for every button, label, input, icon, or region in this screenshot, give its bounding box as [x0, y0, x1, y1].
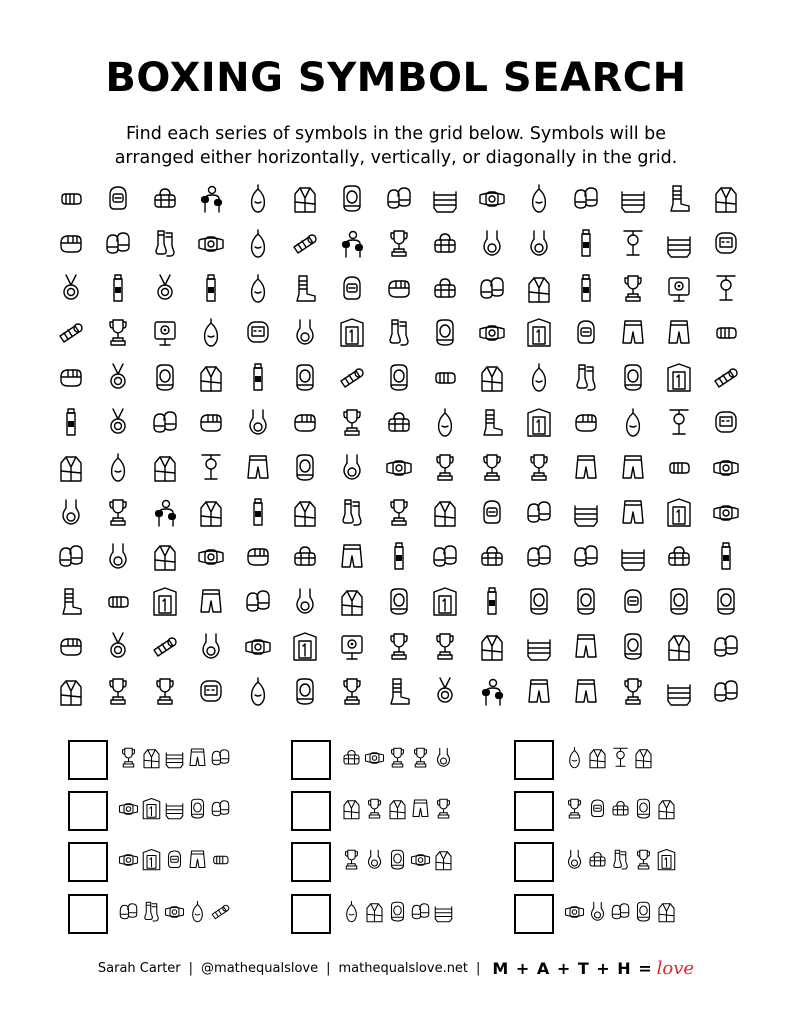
water-bottle-icon [244, 496, 272, 530]
tape-icon [291, 227, 319, 261]
belt-icon [118, 793, 139, 825]
robe-icon [387, 793, 408, 825]
robe-icon [291, 182, 319, 216]
belt-icon [385, 451, 413, 485]
belt-icon [164, 896, 185, 928]
shorts-icon [619, 451, 647, 485]
footer-site: mathequalslove.net [338, 960, 469, 976]
belt-icon [478, 182, 506, 216]
clue-row [291, 894, 481, 934]
timer-icon [712, 406, 740, 440]
punching-bag-icon [187, 896, 208, 928]
mitts-icon [572, 585, 600, 619]
belt-icon [712, 451, 740, 485]
shorts-icon [187, 844, 208, 876]
medal-icon [104, 361, 132, 395]
trophy-icon [619, 675, 647, 709]
gym-bag-icon [431, 272, 459, 306]
robe-icon [364, 896, 385, 928]
robe-icon [151, 451, 179, 485]
headgear-icon [338, 272, 366, 306]
boots-icon [57, 585, 85, 619]
robe-icon [656, 793, 677, 825]
punching-bag-icon [244, 272, 272, 306]
boxer-icon [197, 182, 225, 216]
trophy-icon [619, 272, 647, 306]
answer-checkbox[interactable] [291, 894, 331, 934]
belt-icon [244, 630, 272, 664]
round-card-icon [291, 630, 319, 664]
belt-icon [410, 844, 431, 876]
jump-rope-icon [478, 227, 506, 261]
boots-icon [478, 406, 506, 440]
gloves-icon [610, 896, 631, 928]
trophy-icon [341, 844, 362, 876]
gloves-icon [210, 742, 231, 774]
socks-icon [572, 361, 600, 395]
robe-icon [587, 742, 608, 774]
mitts-icon [712, 585, 740, 619]
trophy-icon [338, 406, 366, 440]
headgear-icon [587, 793, 608, 825]
robe-icon [57, 675, 85, 709]
mitts-icon [291, 361, 319, 395]
robe-icon [665, 630, 693, 664]
trophy-icon [431, 451, 459, 485]
robe-icon [151, 540, 179, 574]
robe-icon [433, 844, 454, 876]
timer-icon [197, 675, 225, 709]
water-bottle-icon [385, 540, 413, 574]
belt-icon [118, 844, 139, 876]
fist-icon [57, 227, 85, 261]
speed-bag-icon [610, 742, 631, 774]
belt-icon [564, 896, 585, 928]
ring-icon [164, 742, 185, 774]
robe-icon [525, 272, 553, 306]
ring-icon [431, 182, 459, 216]
bell-icon [151, 316, 179, 350]
clue-row [514, 791, 704, 831]
gloves-icon [712, 630, 740, 664]
instructions-line-1: Find each series of symbols in the grid below. Symbols will be [126, 124, 666, 144]
clue-row [291, 791, 481, 831]
clue-row [291, 842, 481, 882]
round-card-icon [525, 316, 553, 350]
punching-bag-icon [244, 675, 272, 709]
mitts-icon [151, 361, 179, 395]
fist-icon [57, 361, 85, 395]
round-card-icon [431, 585, 459, 619]
gloves-icon [525, 540, 553, 574]
belt-icon [478, 316, 506, 350]
round-card-icon [525, 406, 553, 440]
tape-icon [151, 630, 179, 664]
jump-rope-icon [525, 227, 553, 261]
love-script: love [656, 957, 695, 979]
punching-bag-icon [431, 406, 459, 440]
speed-bag-icon [619, 227, 647, 261]
symbol-grid [55, 182, 740, 718]
robe-icon [478, 361, 506, 395]
gloves-icon [525, 496, 553, 530]
jump-rope-icon [587, 896, 608, 928]
mitts-icon [385, 361, 413, 395]
shorts-icon [187, 742, 208, 774]
gym-bag-icon [291, 540, 319, 574]
answer-checkbox[interactable] [291, 740, 331, 780]
mitts-icon [387, 896, 408, 928]
headgear-icon [104, 182, 132, 216]
shorts-icon [410, 793, 431, 825]
headgear-icon [572, 316, 600, 350]
gym-bag-icon [431, 227, 459, 261]
jump-rope-icon [291, 316, 319, 350]
mouthguard-icon [210, 844, 231, 876]
mitts-icon [665, 585, 693, 619]
gloves-icon [572, 540, 600, 574]
robe-icon [291, 496, 319, 530]
trophy-icon [104, 316, 132, 350]
robe-icon [341, 793, 362, 825]
round-card-icon [141, 793, 162, 825]
trophy-icon [633, 844, 654, 876]
gym-bag-icon [478, 540, 506, 574]
jump-rope-icon [57, 496, 85, 530]
shorts-icon [572, 630, 600, 664]
ring-icon [665, 227, 693, 261]
water-bottle-icon [197, 272, 225, 306]
footer-separator: | [476, 960, 481, 976]
mitts-icon [525, 585, 553, 619]
gym-bag-icon [665, 540, 693, 574]
jump-rope-icon [104, 540, 132, 574]
shorts-icon [665, 316, 693, 350]
mitts-icon [385, 585, 413, 619]
gloves-icon [118, 896, 139, 928]
gloves-icon [151, 406, 179, 440]
water-bottle-icon [57, 406, 85, 440]
trophy-icon [433, 793, 454, 825]
water-bottle-icon [572, 227, 600, 261]
fist-icon [572, 406, 600, 440]
tape-icon [210, 896, 231, 928]
ring-icon [619, 540, 647, 574]
mitts-icon [338, 182, 366, 216]
shorts-icon [619, 316, 647, 350]
socks-icon [338, 496, 366, 530]
gloves-icon [210, 793, 231, 825]
mitts-icon [291, 451, 319, 485]
trophy-icon [410, 742, 431, 774]
shorts-icon [338, 540, 366, 574]
robe-icon [633, 742, 654, 774]
clue-row [68, 842, 258, 882]
gloves-icon [572, 182, 600, 216]
robe-icon [478, 630, 506, 664]
ring-icon [572, 496, 600, 530]
clue-row [68, 791, 258, 831]
trophy-icon [104, 675, 132, 709]
belt-icon [712, 496, 740, 530]
robe-icon [197, 361, 225, 395]
answer-checkbox[interactable] [291, 791, 331, 831]
round-card-icon [665, 361, 693, 395]
shorts-icon [197, 585, 225, 619]
answer-checkbox[interactable] [514, 740, 554, 780]
clue-row [514, 740, 704, 780]
timer-icon [244, 316, 272, 350]
timer-icon [712, 227, 740, 261]
socks-icon [151, 227, 179, 261]
mouthguard-icon [431, 361, 459, 395]
shorts-icon [572, 451, 600, 485]
answer-checkbox[interactable] [514, 791, 554, 831]
mitts-icon [187, 793, 208, 825]
bell-icon [665, 272, 693, 306]
gloves-icon [104, 227, 132, 261]
ring-icon [665, 675, 693, 709]
answer-checkbox[interactable] [291, 842, 331, 882]
round-card-icon [665, 496, 693, 530]
round-card-icon [151, 585, 179, 619]
trophy-icon [364, 793, 385, 825]
boxer-icon [151, 496, 179, 530]
jump-rope-icon [244, 406, 272, 440]
trophy-icon [387, 742, 408, 774]
mouthguard-icon [57, 182, 85, 216]
gym-bag-icon [385, 406, 413, 440]
footer-handle: @mathequalslove [201, 960, 319, 976]
mitts-icon [291, 675, 319, 709]
gloves-icon [57, 540, 85, 574]
belt-icon [364, 742, 385, 774]
socks-icon [610, 844, 631, 876]
punching-bag-icon [341, 896, 362, 928]
gloves-icon [244, 585, 272, 619]
round-card-icon [141, 844, 162, 876]
shorts-icon [572, 675, 600, 709]
ring-icon [525, 630, 553, 664]
robe-icon [656, 896, 677, 928]
robe-icon [141, 742, 162, 774]
trophy-icon [104, 496, 132, 530]
water-bottle-icon [478, 585, 506, 619]
medal-icon [57, 272, 85, 306]
clue-row [68, 740, 258, 780]
boxer-icon [478, 675, 506, 709]
mouthguard-icon [104, 585, 132, 619]
fist-icon [197, 406, 225, 440]
bell-icon [338, 630, 366, 664]
jump-rope-icon [433, 742, 454, 774]
robe-icon [338, 585, 366, 619]
speed-bag-icon [712, 272, 740, 306]
punching-bag-icon [104, 451, 132, 485]
gloves-icon [431, 540, 459, 574]
answer-checkbox[interactable] [68, 791, 108, 831]
gloves-icon [478, 272, 506, 306]
medal-icon [104, 630, 132, 664]
mitts-icon [633, 793, 654, 825]
water-bottle-icon [572, 272, 600, 306]
mouthguard-icon [665, 451, 693, 485]
mitts-icon [619, 361, 647, 395]
boxer-icon [338, 227, 366, 261]
ring-icon [619, 182, 647, 216]
boots-icon [665, 182, 693, 216]
punching-bag-icon [197, 316, 225, 350]
punching-bag-icon [525, 361, 553, 395]
instructions [60, 122, 732, 170]
ring-icon [164, 793, 185, 825]
footer-author: Sarah Carter [97, 960, 181, 976]
speed-bag-icon [197, 451, 225, 485]
answer-checkbox[interactable] [514, 842, 554, 882]
round-card-icon [338, 316, 366, 350]
footer-separator: | [326, 960, 331, 976]
clue-row [68, 894, 258, 934]
boots-icon [291, 272, 319, 306]
tape-icon [338, 361, 366, 395]
clue-row [514, 894, 704, 934]
shorts-icon [525, 675, 553, 709]
mitts-icon [387, 844, 408, 876]
answer-checkbox[interactable] [68, 740, 108, 780]
medal-icon [104, 406, 132, 440]
mitts-icon [633, 896, 654, 928]
fist-icon [57, 630, 85, 664]
footer [0, 956, 792, 980]
gloves-icon [712, 675, 740, 709]
fist-icon [291, 406, 319, 440]
water-bottle-icon [712, 540, 740, 574]
punching-bag-icon [244, 227, 272, 261]
jump-rope-icon [364, 844, 385, 876]
clue-row [291, 740, 481, 780]
gym-bag-icon [587, 844, 608, 876]
mouthguard-icon [712, 316, 740, 350]
mitts-icon [619, 630, 647, 664]
trophy-icon [118, 742, 139, 774]
trophy-icon [338, 675, 366, 709]
instructions-line-2: arranged either horizontally, vertically, or diagonally in the grid. [114, 148, 678, 168]
gloves-icon [385, 182, 413, 216]
trophy-icon [151, 675, 179, 709]
trophy-icon [385, 496, 413, 530]
gym-bag-icon [610, 793, 631, 825]
fist-icon [385, 272, 413, 306]
belt-icon [197, 227, 225, 261]
gloves-icon [410, 896, 431, 928]
trophy-icon [564, 793, 585, 825]
water-bottle-icon [244, 361, 272, 395]
socks-icon [385, 316, 413, 350]
medal-icon [431, 675, 459, 709]
trophy-icon [478, 451, 506, 485]
fist-icon [244, 540, 272, 574]
ring-icon [433, 896, 454, 928]
trophy-icon [525, 451, 553, 485]
tape-icon [712, 361, 740, 395]
boots-icon [385, 675, 413, 709]
answer-checkbox[interactable] [514, 894, 554, 934]
page-title: BOXING SYMBOL SEARCH [105, 55, 687, 101]
robe-icon [712, 182, 740, 216]
answer-checkbox[interactable] [68, 894, 108, 934]
water-bottle-icon [104, 272, 132, 306]
jump-rope-icon [197, 630, 225, 664]
round-card-icon [656, 844, 677, 876]
shorts-icon [244, 451, 272, 485]
gym-bag-icon [151, 182, 179, 216]
robe-icon [431, 496, 459, 530]
punching-bag-icon [564, 742, 585, 774]
socks-icon [141, 896, 162, 928]
robe-icon [197, 496, 225, 530]
mitts-icon [431, 316, 459, 350]
punching-bag-icon [619, 406, 647, 440]
trophy-icon [385, 227, 413, 261]
headgear-icon [619, 585, 647, 619]
shorts-icon [619, 496, 647, 530]
jump-rope-icon [338, 451, 366, 485]
headgear-icon [164, 844, 185, 876]
trophy-icon [385, 630, 413, 664]
jump-rope-icon [564, 844, 585, 876]
medal-icon [151, 272, 179, 306]
math-equals-logo: M + A + T + H = [492, 958, 653, 978]
trophy-icon [431, 630, 459, 664]
tape-icon [57, 316, 85, 350]
punching-bag-icon [244, 182, 272, 216]
robe-icon [57, 451, 85, 485]
punching-bag-icon [525, 182, 553, 216]
answer-checkbox[interactable] [68, 842, 108, 882]
belt-icon [197, 540, 225, 574]
clue-row [514, 842, 704, 882]
headgear-icon [478, 496, 506, 530]
footer-separator: | [188, 960, 194, 976]
gym-bag-icon [341, 742, 362, 774]
jump-rope-icon [291, 585, 319, 619]
speed-bag-icon [665, 406, 693, 440]
